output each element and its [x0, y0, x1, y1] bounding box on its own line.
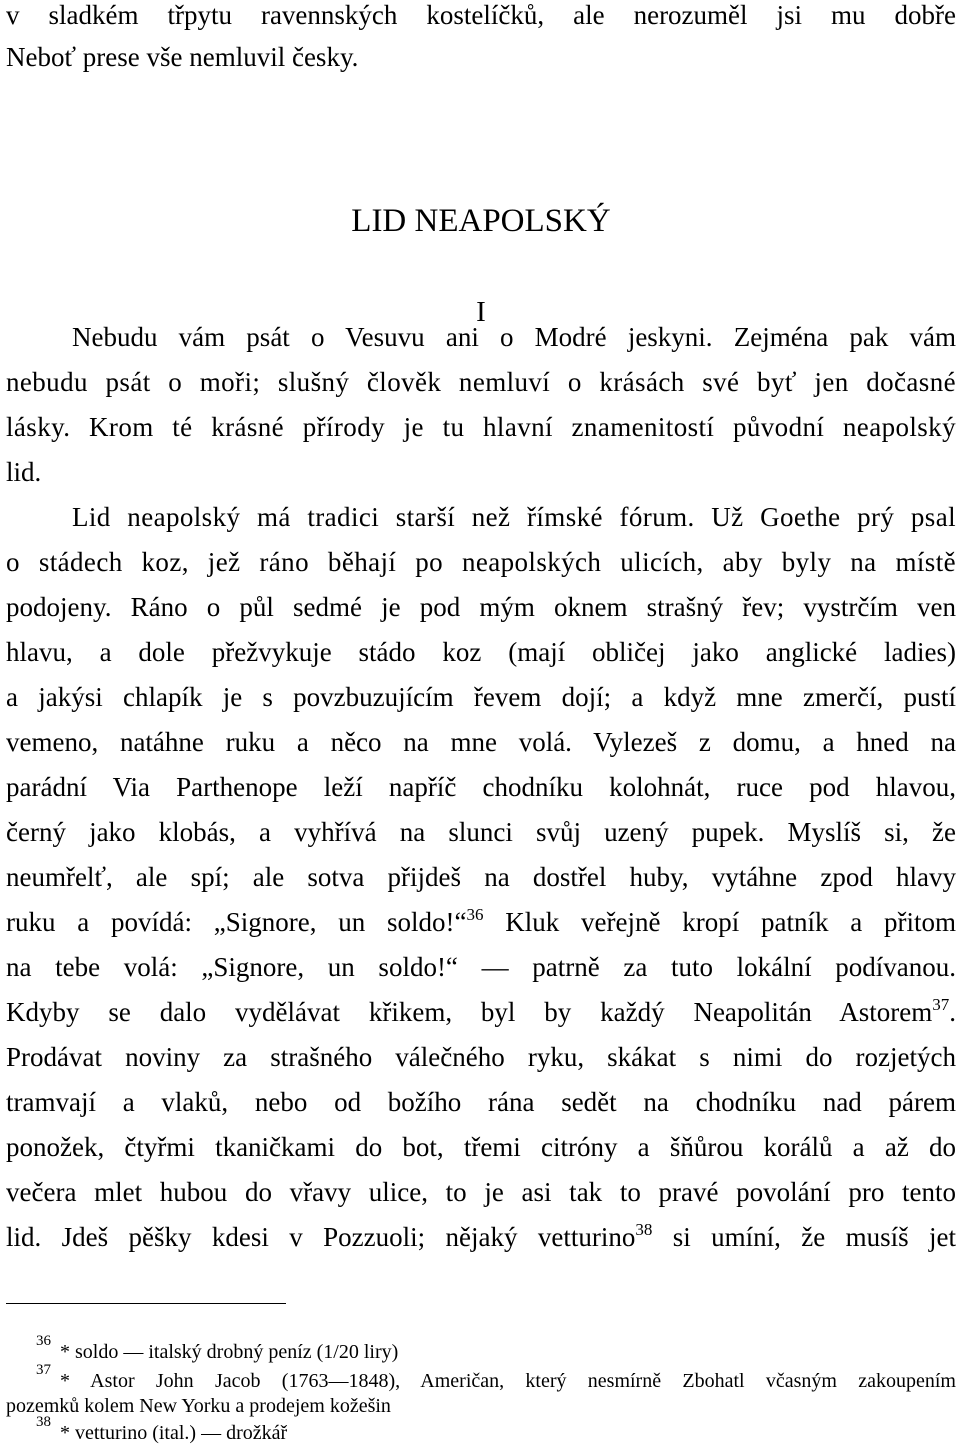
footnote-ref[interactable]: 36: [466, 905, 484, 924]
footnote: [6, 1333, 956, 1364]
text-segment: Kluk veřejně kropí patník a přitom: [483, 907, 956, 937]
text-line: Lid neapolský má tradici starší než římské fórum. Už Goethe prý psal: [72, 502, 956, 532]
text-segment: .: [949, 997, 956, 1027]
footnote-text: * vetturino (ital.) — drožkář: [60, 1422, 288, 1444]
text-line: večera mlet hubou do vřavy ulice, to je asi tak to pravé povolání pro tento: [6, 1177, 956, 1207]
footnote-continuation: pozemků kolem New Yorku a prodejem kožešin: [6, 1395, 391, 1417]
text-line: [6, 1222, 956, 1252]
chapter-title: LID NEAPOLSKÝ: [351, 203, 611, 239]
footnote-number: 36: [36, 1333, 51, 1349]
footnote-text: * Astor John Jacob (1763—1848), Američan, který nesmírně Zbohatl včasným zakoupením: [60, 1370, 956, 1392]
text-line: [6, 907, 956, 937]
text-segment: ruku a povídá: „Signore, un soldo!“: [6, 907, 467, 937]
text-line: ponožek, čtyřmi tkaničkami do bot, třemi citróny a šňůrou korálů a až do: [6, 1132, 956, 1162]
text-line: lásky. Krom té krásné přírody je tu hlavní znamenitostí původní neapolský: [6, 412, 956, 442]
text-line: tramvají a vlaků, nebo od božího rána sedět na chodníku nad párem: [6, 1087, 956, 1117]
text-line: nebudu psát o moři; slušný člověk nemluví o krásách své byť jen dočasné: [6, 367, 956, 397]
text-line: Prodávat noviny za strašného válečného ryku, skákat s nimi do rozjetých: [6, 1042, 956, 1072]
footnote-separator: [6, 1303, 286, 1304]
text-line: v sladkém třpytu ravennských kostelíčků, ale nerozuměl jsi mu dobře: [6, 0, 956, 30]
text-line: lid.: [6, 457, 42, 487]
text-line: podojeny. Ráno o půl sedmé je pod mým oknem strašný řev; vystrčím ven: [6, 592, 956, 622]
text-segment: lid. Jdeš pěšky kdesi v Pozzuoli; nějaký vetturino: [6, 1222, 636, 1252]
text-line: Nebudu vám psát o Vesuvu ani o Modré jeskyni. Zejména pak vám: [72, 322, 956, 352]
text-segment: si umíní, že musíš jet: [652, 1222, 956, 1252]
text-segment: Kdyby se dalo vydělávat křikem, byl by každý Neapolitán Astorem: [6, 997, 933, 1027]
text-line: na tebe volá: „Signore, un soldo!“ — patrně za tuto lokální podívanou.: [6, 952, 956, 982]
footnote: [6, 1414, 956, 1445]
text-line: hlavu, a dole přežvykuje stádo koz (mají obličej jako anglické ladies): [6, 637, 956, 667]
text-line: [6, 997, 956, 1027]
text-line: parádní Via Parthenope leží napříč chodníku kolohnát, ruce pod hlavou,: [6, 772, 956, 802]
footnote-ref[interactable]: 37: [932, 995, 950, 1014]
text-line: o stádech koz, jež ráno běhají po neapolských ulicích, aby byly na místě: [6, 547, 956, 577]
footnote-ref[interactable]: 38: [635, 1220, 653, 1239]
text-line: Neboť prese vše nemluvil česky.: [6, 42, 359, 72]
text-line: neumřelť, ale spí; ale sotva přijdeš na dostřel huby, vytáhne zpod hlavy: [6, 862, 956, 892]
footnote-number: 38: [36, 1414, 51, 1430]
text-line: černý jako klobás, a vyhřívá na slunci svůj uzený pupek. Myslíš si, že: [6, 817, 956, 847]
text-line: vemeno, natáhne ruku a něco na mne volá. Vylezeš z domu, a hned na: [6, 727, 956, 757]
footnote: [6, 1362, 956, 1393]
footnote-text: * soldo — italský drobný peníz (1/20 liry): [60, 1341, 399, 1363]
text-line: a jakýsi chlapík je s povzbuzujícím řevem dojí; a když mne zmerčí, pustí: [6, 682, 956, 712]
footnote-number: 37: [36, 1362, 51, 1378]
section-number: I: [476, 296, 486, 328]
